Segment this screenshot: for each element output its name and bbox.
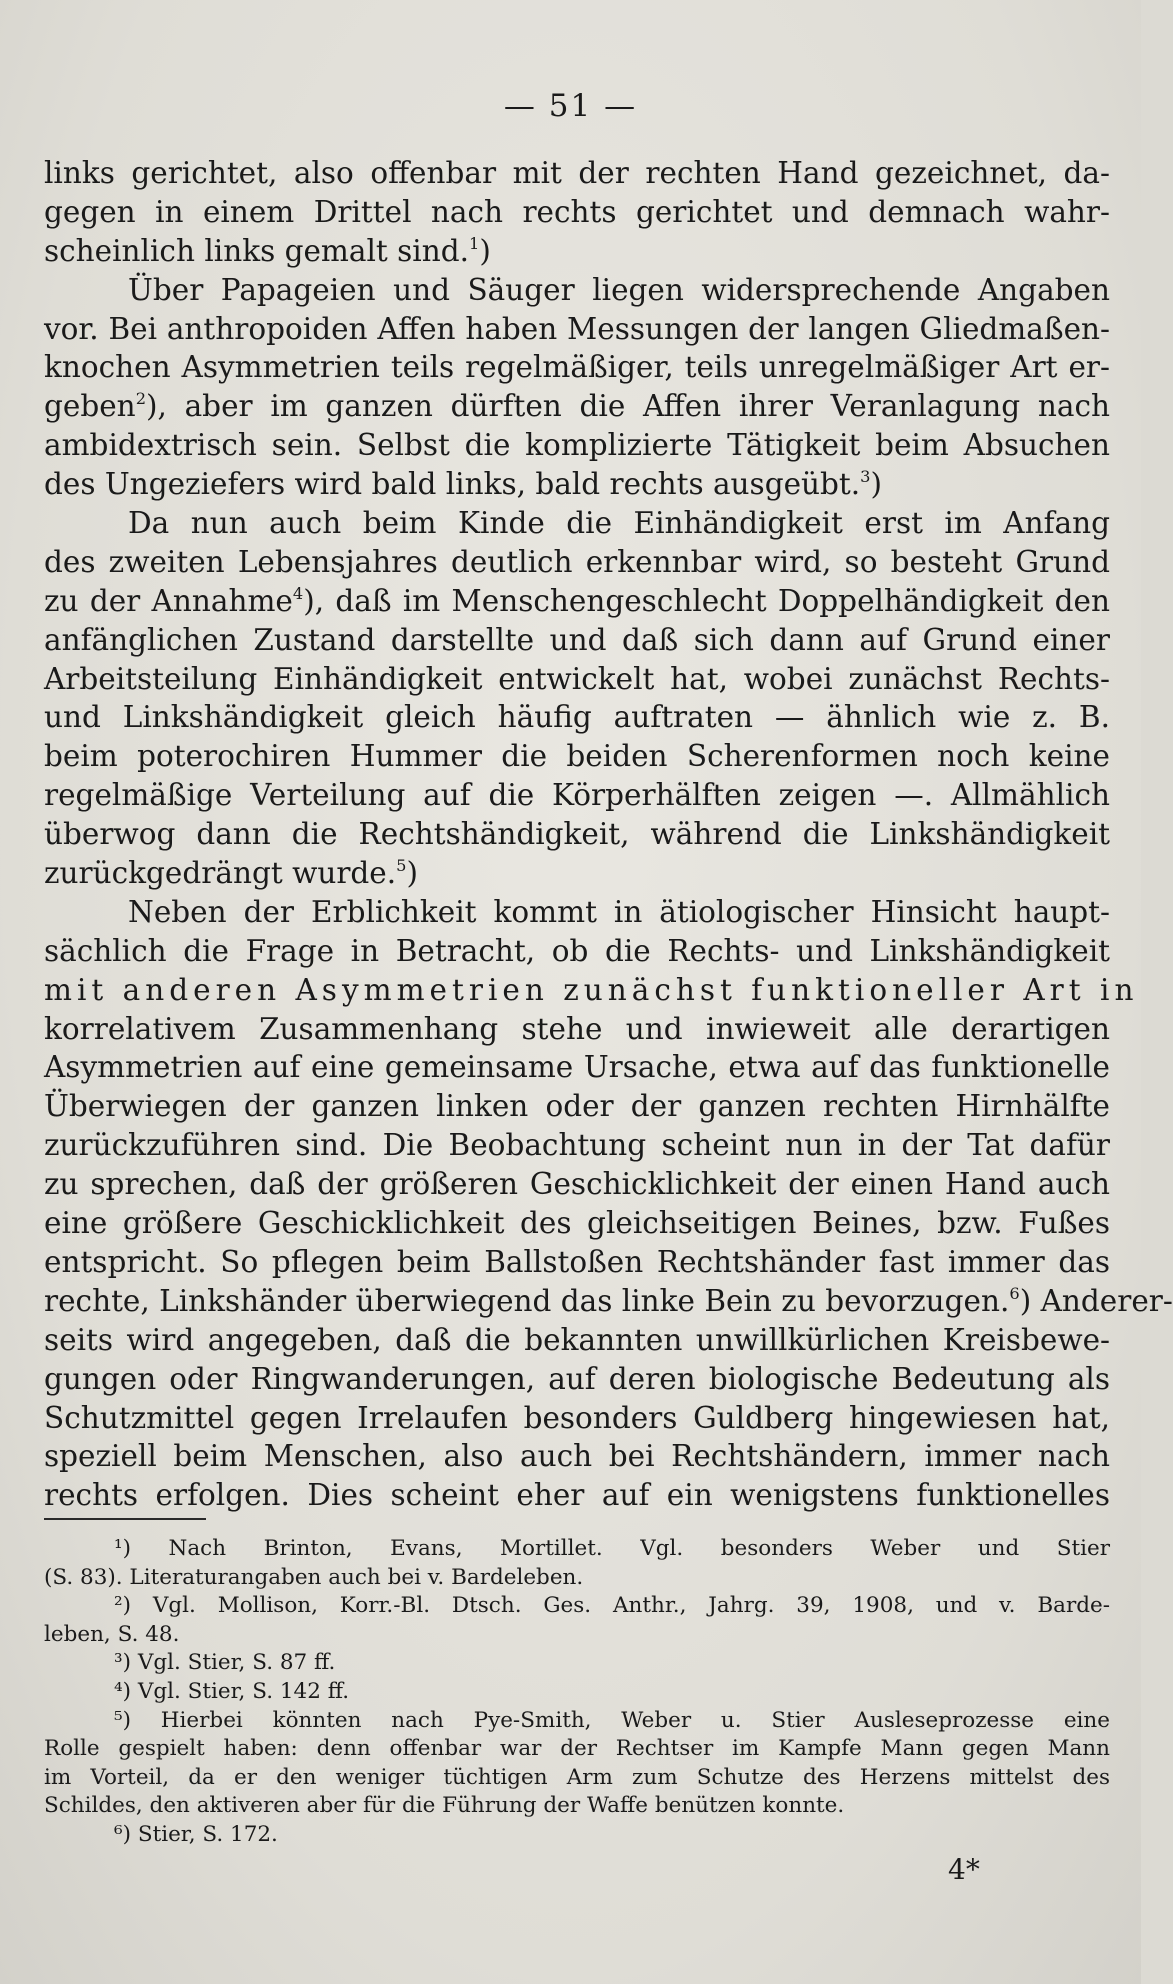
text-line: [44, 1282, 1173, 1321]
text-line-content: Neben der Erblichkeit kommt in ätiologischer Hinsicht haupt-: [128, 894, 1110, 929]
text-line: [44, 543, 1110, 582]
text-line-tail: ): [479, 233, 491, 268]
text-line-content: eine größere Geschicklichkeit des gleichseitigen Beines, bzw. Fußes: [44, 1206, 1110, 1241]
text-line: [44, 1010, 1110, 1049]
text-line: [44, 621, 1110, 660]
footnote-marker: 3: [860, 466, 871, 486]
footnote-line: ⁴) Vgl. Stier, S. 142 ff.: [114, 1678, 350, 1704]
text-line: [44, 1126, 1110, 1165]
text-line-content: sächlich die Frage in Betracht, ob die Rechts- und Linkshändigkeit: [44, 933, 1110, 968]
text-line: [44, 1243, 1110, 1282]
footnote-line: (S. 83). Literaturangaben auch bei v. Bardeleben.: [44, 1564, 584, 1590]
text-line-content: anfänglichen Zustand darstellte und daß sich dann auf Grund einer: [44, 622, 1110, 657]
text-line: [44, 893, 1110, 932]
text-line-content: rechts erfolgen. Dies scheint eher auf ein wenigstens funktionelles: [44, 1478, 1110, 1513]
text-line-tail: ) Anderer-: [1019, 1283, 1173, 1318]
text-line: [44, 271, 1110, 310]
text-line-content: Überwiegen der ganzen linken oder der ganzen rechten Hirnhälfte: [44, 1089, 1110, 1124]
body-text: [44, 154, 1173, 1515]
text-line-content: knochen Asymmetrien teils regelmäßiger, teils unregelmäßiger Art er-: [44, 350, 1110, 385]
text-line-content: und Linkshändigkeit gleich häufig auftraten — ähnlich wie z. B.: [44, 700, 1110, 735]
text-line: [44, 504, 1110, 543]
text-line: [44, 1087, 1110, 1126]
text-line-tail: ), daß im Menschengeschlecht Doppelhändigkeit den: [303, 583, 1110, 618]
text-line: [44, 854, 1110, 893]
text-line: [44, 1399, 1110, 1438]
footnote-marker: 1: [468, 233, 480, 253]
footnote-line: ⁵) Hierbei könnten nach Pye-Smith, Weber u. Stier Ausleseprozesse eine: [114, 1707, 1110, 1733]
footnote-marker: 4: [292, 583, 304, 603]
text-line-content: vor. Bei anthropoiden Affen haben Messungen der langen Gliedmaßen-: [44, 311, 1110, 346]
text-line-content: geben: [44, 389, 136, 424]
text-line-content: zu sprechen, daß der größeren Geschicklichkeit der einen Hand auch: [44, 1167, 1110, 1202]
footnote-line: Schildes, den aktiveren aber für die Führung der Waffe benützen konnte.: [44, 1793, 845, 1819]
page-number: — 51 —: [503, 88, 638, 124]
text-line-content: des Ungeziefers wird bald links, bald rechts ausgeübt.: [44, 467, 861, 502]
text-line-content: überwog dann die Rechtshändigkeit, während die Linkshändigkeit: [44, 817, 1110, 852]
text-line: [44, 1048, 1110, 1087]
footnote-line: ²) Vgl. Mollison, Korr.-Bl. Dtsch. Ges. Anthr., Jahrg. 39, 1908, und v. Barde-: [114, 1593, 1110, 1619]
text-line-content: entspricht. So pflegen beim Ballstoßen Rechtshänder fast immer das: [44, 1244, 1110, 1279]
text-line-content: zurückzuführen sind. Die Beobachtung scheint nun in der Tat dafür: [44, 1128, 1110, 1163]
text-line-content: Asymmetrien auf eine gemeinsame Ursache, etwa auf das funktionelle: [44, 1050, 1110, 1085]
text-line: [44, 660, 1110, 699]
text-line-tail: ): [406, 856, 418, 891]
text-line-content: rechte, Linkshänder überwiegend das linke Bein zu bevorzugen.: [44, 1283, 1010, 1318]
footnote-line: ⁶) Stier, S. 172.: [114, 1821, 278, 1847]
footnote-line: im Vorteil, da er den weniger tüchtigen Arm zum Schutze des Herzens mittelst des: [44, 1764, 1110, 1790]
text-line-content: seits wird angegeben, daß die bekannten unwillkürlichen Kreisbewe-: [44, 1322, 1110, 1357]
footnote-marker: 5: [396, 855, 407, 875]
text-line: [44, 582, 1110, 621]
text-line-content: speziell beim Menschen, also auch bei Rechtshändern, immer nach: [44, 1439, 1110, 1474]
text-line: [44, 776, 1110, 815]
text-line-content: zu der Annahme: [44, 583, 293, 618]
text-line: [44, 1165, 1110, 1204]
footnote-line: Rolle gespielt haben: denn offenbar war der Rechtser im Kampfe Mann gegen Mann: [44, 1736, 1110, 1762]
text-line-content: regelmäßige Verteilung auf die Körperhälften zeigen —. Allmählich: [44, 778, 1110, 813]
text-line: [44, 932, 1110, 971]
text-line: [44, 154, 1110, 193]
text-line: [44, 348, 1110, 387]
text-line-content: zurückgedrängt wurde.: [44, 856, 397, 891]
text-line-content: beim poterochiren Hummer die beiden Scherenformen noch keine: [44, 739, 1110, 774]
text-line-tail: ), aber im ganzen dürften die Affen ihrer Veranlagung nach: [146, 389, 1110, 424]
footnote-line: ³) Vgl. Stier, S. 87 ff.: [114, 1650, 336, 1676]
text-line-content: ambidextrisch sein. Selbst die komplizierte Tätigkeit beim Absuchen: [44, 428, 1110, 463]
text-line-content: Arbeitsteilung Einhändigkeit entwickelt hat, wobei zunächst Rechts-: [44, 661, 1110, 696]
text-line: [44, 465, 1110, 504]
footnote-marker: 6: [1009, 1283, 1020, 1303]
text-line-content: scheinlich links gemalt sind.: [44, 233, 469, 268]
text-line: [44, 426, 1110, 465]
footnote-line: leben, S. 48.: [44, 1621, 180, 1647]
text-line: [44, 1476, 1110, 1515]
sheet-signature: 4*: [948, 1853, 980, 1886]
text-line: [44, 232, 1110, 271]
text-line: [44, 737, 1110, 776]
footnote-marker: 2: [135, 389, 147, 409]
text-line: [44, 310, 1110, 349]
text-line: [44, 193, 1110, 232]
text-line: [44, 1437, 1110, 1476]
text-line: [44, 1360, 1110, 1399]
text-line-content: Da nun auch beim Kinde die Einhändigkeit erst im Anfang: [128, 506, 1110, 541]
text-line: [44, 387, 1110, 426]
text-line-content: Schutzmittel gegen Irrelaufen besonders Guldberg hingewiesen hat,: [44, 1400, 1110, 1435]
footnote-separator: [44, 1518, 206, 1520]
text-line-content: des zweiten Lebensjahres deutlich erkennbar wird, so besteht Grund: [44, 544, 1110, 579]
text-line: [44, 698, 1110, 737]
text-line-content: gungen oder Ringwanderungen, auf deren biologische Bedeutung als: [44, 1361, 1110, 1396]
text-line-content: mit anderen Asymmetrien zunächst funktioneller Art in: [44, 972, 1139, 1007]
text-line-content: Über Papageien und Säuger liegen widersprechende Angaben: [128, 272, 1110, 307]
text-line-content: gegen in einem Drittel nach rechts gerichtet und demnach wahr-: [44, 194, 1110, 229]
text-line: [44, 971, 1139, 1010]
footnote-line: ¹) Nach Brinton, Evans, Mortillet. Vgl. besonders Weber und Stier: [114, 1536, 1110, 1561]
text-line: [44, 1204, 1110, 1243]
text-line: [44, 815, 1110, 854]
footnotes: [44, 1535, 1110, 1850]
text-line: [44, 1321, 1110, 1360]
text-line-content: links gerichtet, also offenbar mit der rechten Hand gezeichnet, da-: [44, 156, 1110, 190]
text-line-content: korrelativem Zusammenhang stehe und inwieweit alle derartigen: [44, 1011, 1110, 1046]
text-line-tail: ): [870, 467, 882, 502]
